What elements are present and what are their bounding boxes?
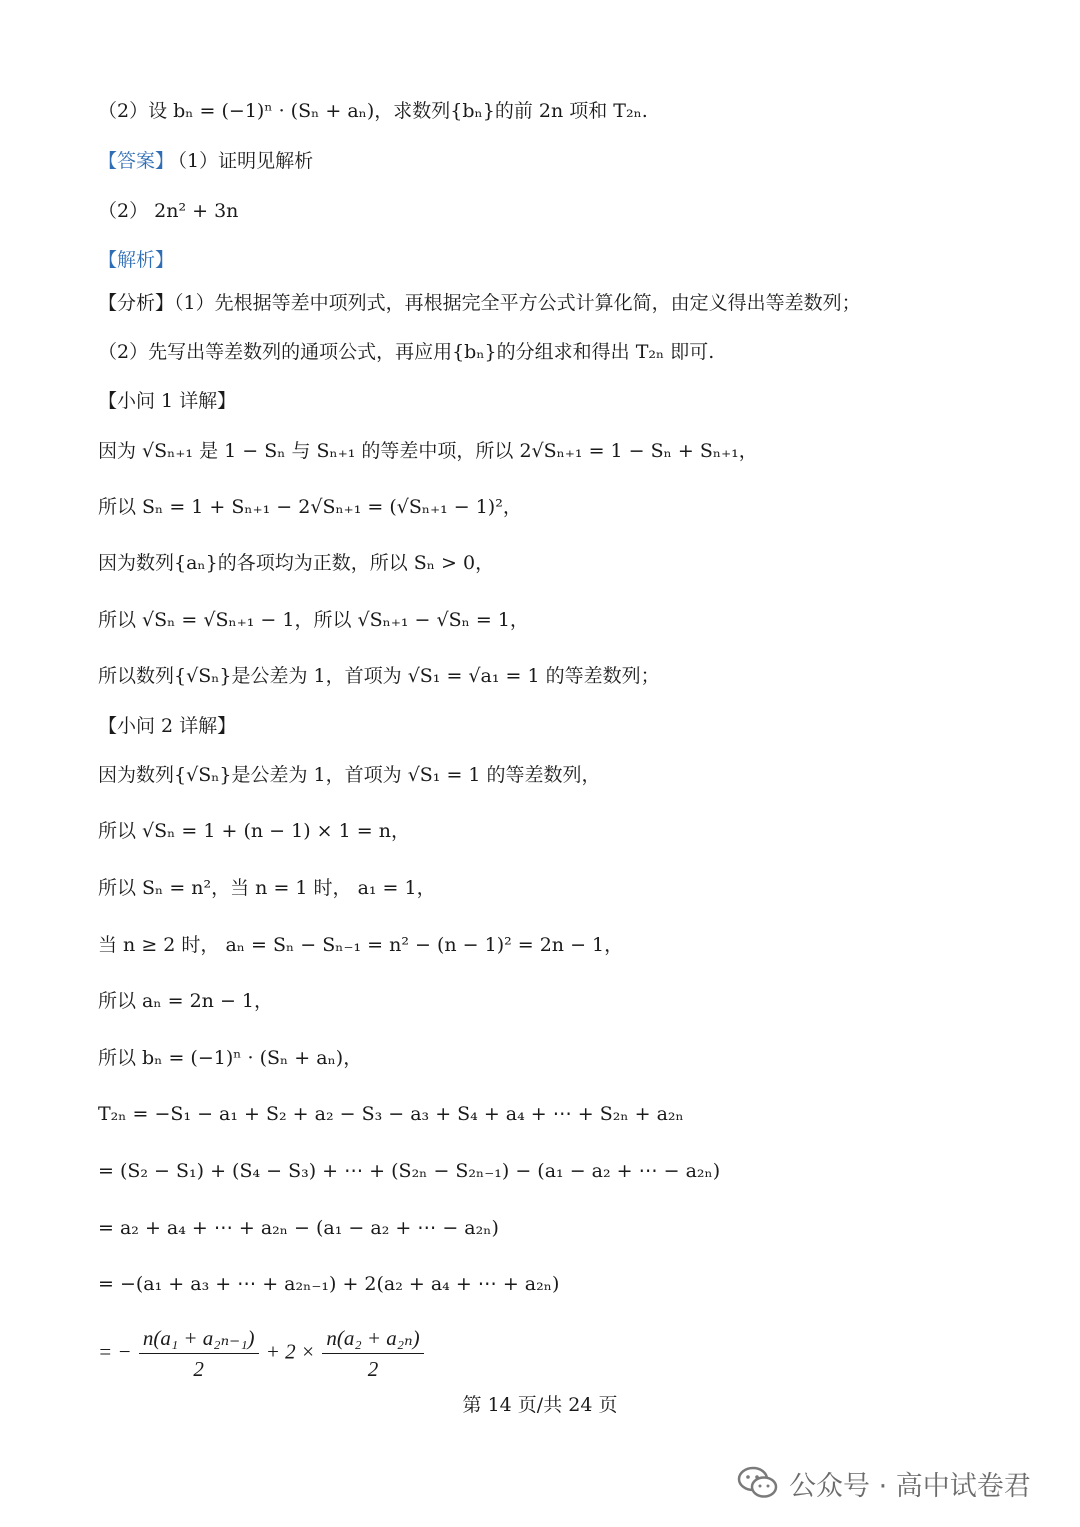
text-line-s2l5: 所以 aₙ = 2n − 1， xyxy=(98,990,273,1012)
text-line-s1l2: 所以 Sₙ = 1 + Sₙ₊₁ − 2√Sₙ₊₁ = (√Sₙ₊₁ − 1)²， xyxy=(98,496,522,518)
page-footer: 第 14 页/共 24 页 xyxy=(462,1394,618,1416)
final-prefix: = − xyxy=(98,1339,132,1364)
text-line-s2l8: = (S₂ − S₁) + (S₄ − S₃) + ⋯ + (S₂ₙ − S₂ₙ₋₁) − (a₁ − a₂ + ⋯ − a₂ₙ) xyxy=(98,1160,721,1182)
text-line-sub2: 【小问 2 详解】 xyxy=(98,715,237,737)
text-line-fenxi1: 【分析】（1）先根据等差中项列式，再根据完全平方公式计算化简，由定义得出等差数列； xyxy=(98,292,861,314)
text-line-s2l6: 所以 bₙ = (−1)ⁿ · (Sₙ + aₙ)， xyxy=(98,1047,363,1069)
text-line-q2: （2）设 bₙ = (−1)ⁿ · (Sₙ + aₙ)，求数列{bₙ}的前 2n 项和 T₂ₙ. xyxy=(98,100,648,122)
fraction-2-numerator: n(a₂ + a₂ₙ) xyxy=(322,1323,423,1354)
text-line-jiexi: 【解析】 xyxy=(98,249,175,271)
text-line-s1l5: 所以数列{√Sₙ}是公差为 1，首项为 √S₁ = √a₁ = 1 的等差数列； xyxy=(98,665,660,687)
text-line-s2l3: 所以 Sₙ = n²，当 n = 1 时， a₁ = 1， xyxy=(98,877,436,899)
wechat-icon xyxy=(737,1465,779,1501)
text-line-ans2: （2） 2n² + 3n xyxy=(98,200,239,222)
final-middle: + 2 × xyxy=(265,1339,316,1364)
fraction-1 xyxy=(139,1323,259,1384)
text-line-ans1: （1）证明见解析 xyxy=(168,150,314,172)
fraction-2-denominator: 2 xyxy=(367,1357,379,1381)
text-line-s1l4: 所以 √Sₙ = √Sₙ₊₁ − 1，所以 √Sₙ₊₁ − √Sₙ = 1， xyxy=(98,609,529,631)
fraction-2 xyxy=(322,1323,423,1384)
text-line-s1l1: 因为 √Sₙ₊₁ 是 1 − Sₙ 与 Sₙ₊₁ 的等差中项，所以 2√Sₙ₊₁ = 1 − Sₙ + Sₙ₊₁， xyxy=(98,440,758,462)
text-line-fenxi2: （2）先写出等差数列的通项公式，再应用{bₙ}的分组求和得出 T₂ₙ 即可. xyxy=(98,341,715,363)
text-line-ans_label: 【答案】 xyxy=(98,150,175,172)
text-line-s2l7: T₂ₙ = −S₁ − a₁ + S₂ + a₂ − S₃ − a₃ + S₄ + a₄ + ⋯ + S₂ₙ + a₂ₙ xyxy=(98,1103,684,1125)
watermark xyxy=(737,1462,1031,1504)
fraction-1-numerator: n(a₁ + a₂ₙ₋₁) xyxy=(139,1323,259,1354)
text-line-s2l9: = a₂ + a₄ + ⋯ + a₂ₙ − (a₁ − a₂ + ⋯ − a₂ₙ) xyxy=(98,1217,499,1239)
text-line-s2l4: 当 n ≥ 2 时， aₙ = Sₙ − Sₙ₋₁ = n² − (n − 1)² = 2n − 1， xyxy=(98,934,624,956)
text-line-s1l3: 因为数列{aₙ}的各项均为正数，所以 Sₙ > 0， xyxy=(98,552,495,574)
watermark-text: 公众号 · 高中试卷君 xyxy=(789,1470,1031,1502)
text-line-s2l1: 因为数列{√Sₙ}是公差为 1，首项为 √S₁ = 1 的等差数列， xyxy=(98,764,601,786)
text-line-s2l10: = −(a₁ + a₃ + ⋯ + a₂ₙ₋₁) + 2(a₂ + a₄ + ⋯ + a₂ₙ) xyxy=(98,1273,560,1295)
final-expression xyxy=(98,1323,426,1384)
fraction-1-denominator: 2 xyxy=(193,1357,204,1381)
text-line-sub1: 【小问 1 详解】 xyxy=(98,390,237,412)
text-line-s2l2: 所以 √Sₙ = 1 + (n − 1) × 1 = n， xyxy=(98,820,410,842)
